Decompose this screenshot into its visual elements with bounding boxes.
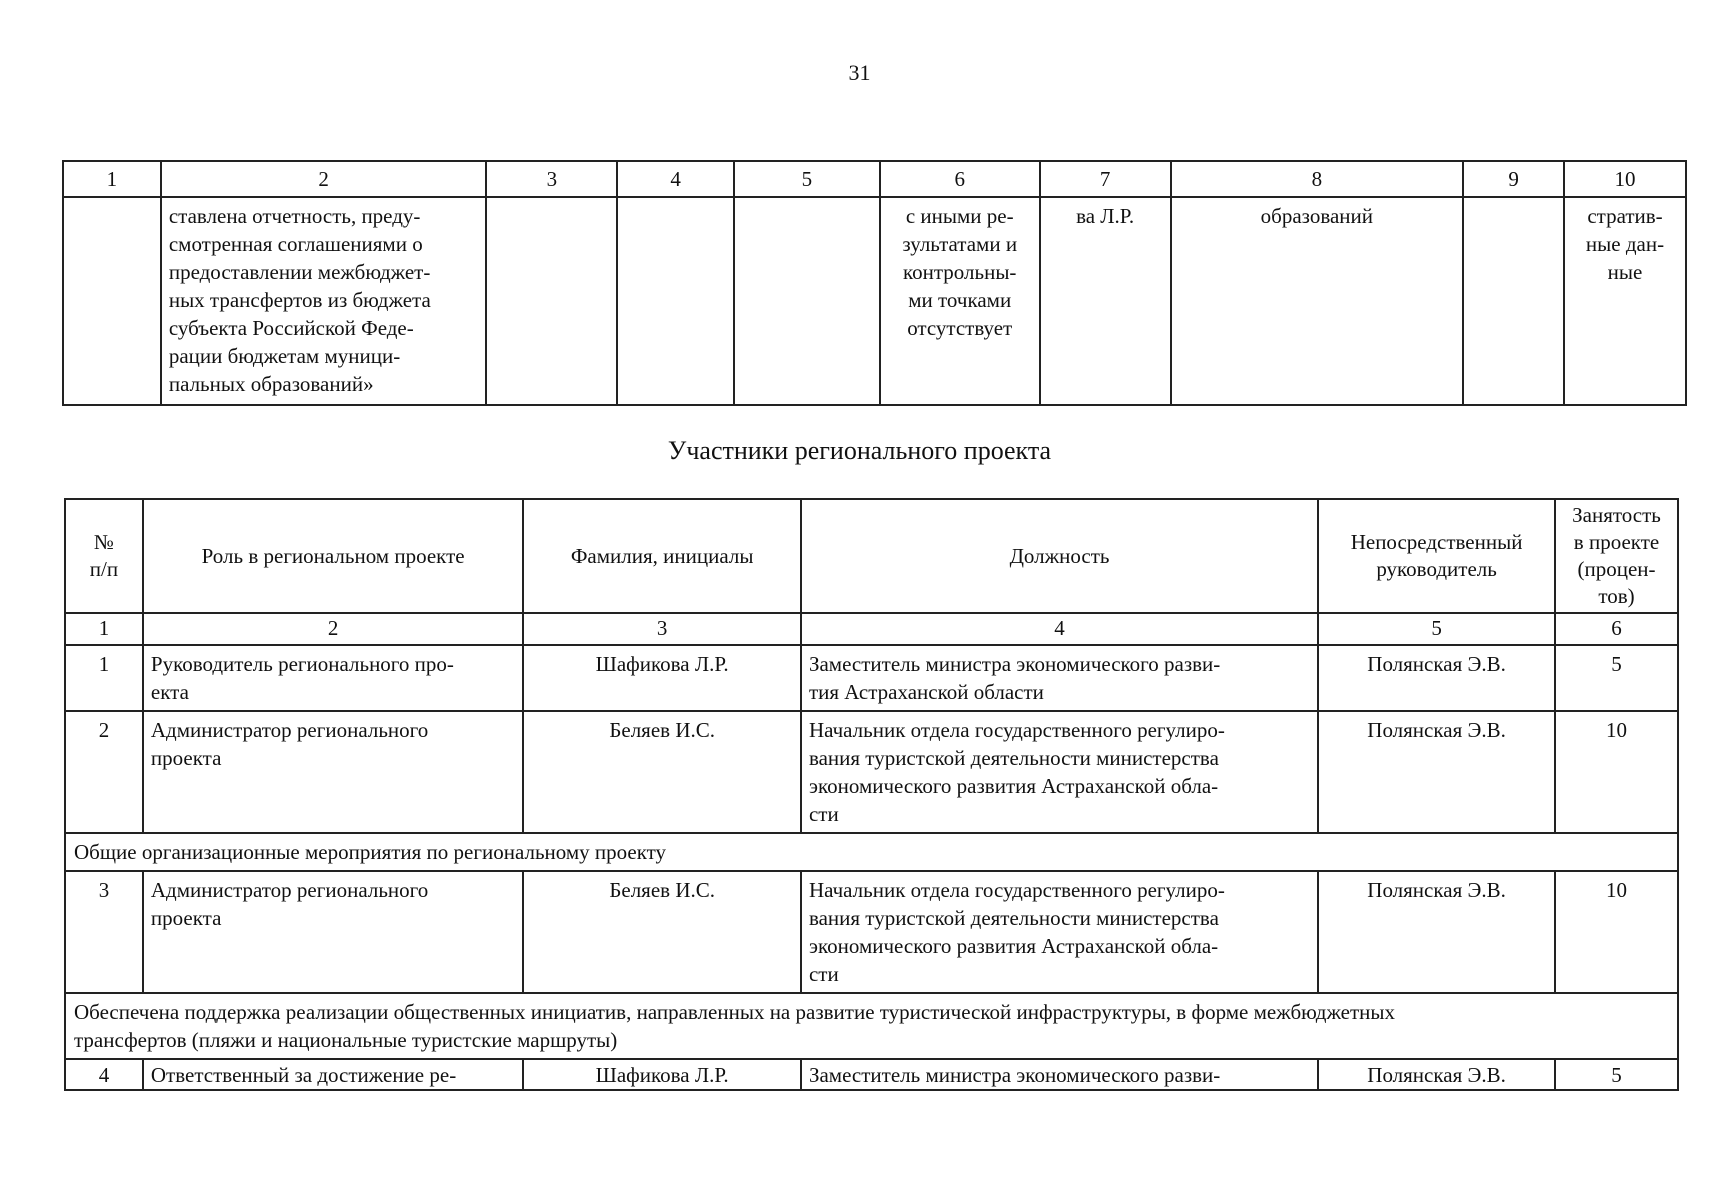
row-role: Ответственный за достижение ре- (143, 1059, 523, 1090)
column-number-row (63, 161, 1686, 197)
row-manager: Полянская Э.В. (1318, 871, 1555, 993)
row-name: Беляев И.С. (523, 871, 801, 993)
column-number: 10 (1564, 161, 1686, 197)
column-number: 6 (880, 161, 1040, 197)
header-name: Фамилия, инициалы (523, 499, 801, 613)
table-cell (486, 197, 617, 405)
table-cell: ва Л.Р. (1040, 197, 1171, 405)
row-manager: Полянская Э.В. (1318, 645, 1555, 711)
table-row (63, 197, 1686, 405)
row-name: Беляев И.С. (523, 711, 801, 833)
table-cell (617, 197, 734, 405)
column-number: 4 (801, 613, 1318, 645)
section-title: Участники регионального проекта (667, 436, 1052, 465)
table-cell (63, 197, 161, 405)
row-role: Руководитель регионального про- екта (143, 645, 523, 711)
row-position: Заместитель министра экономического разви- (801, 1059, 1318, 1090)
column-number: 1 (65, 613, 143, 645)
table-cell (1463, 197, 1564, 405)
header-load: Занятость в проекте (процен- тов) (1555, 499, 1678, 613)
page-number: 31 (848, 60, 871, 85)
header-role: Роль в региональном проекте (143, 499, 523, 613)
row-position: Начальник отдела государственного регулиро- вания туристской деятельности министерства экономического развития Астраханской обла- сти (801, 711, 1318, 833)
table-cell: образований (1171, 197, 1464, 405)
table-row (65, 871, 1678, 993)
column-number-row (65, 613, 1678, 645)
table-row (65, 1059, 1678, 1090)
group-row (65, 833, 1678, 871)
column-number: 5 (1318, 613, 1555, 645)
row-manager: Полянская Э.В. (1318, 1059, 1555, 1090)
row-role: Администратор регионального проекта (143, 871, 523, 993)
row-no: 1 (65, 645, 143, 711)
participants-table (64, 498, 1679, 1091)
row-load: 5 (1555, 645, 1678, 711)
table-cell: стратив- ные дан- ные (1564, 197, 1686, 405)
column-number: 1 (63, 161, 161, 197)
header-position: Должность (801, 499, 1318, 613)
header-no: № п/п (65, 499, 143, 613)
table-row (65, 711, 1678, 833)
continuation-table (62, 160, 1687, 406)
row-position: Начальник отдела государственного регулиро- вания туристской деятельности министерства экономического развития Астраханской обла- сти (801, 871, 1318, 993)
table-cell: ставлена отчетность, преду- смотренная соглашениями о предоставлении межбюджет- ных трансфертов из бюджета субъекта Российской Феде- рации бюджетам муници- пальных образований» (161, 197, 487, 405)
row-position: Заместитель министра экономического разви- тия Астраханской области (801, 645, 1318, 711)
row-no: 3 (65, 871, 143, 993)
row-no: 2 (65, 711, 143, 833)
table-cell: с иными ре- зультатами и контрольны- ми точками отсутствует (880, 197, 1040, 405)
table-header-row (65, 499, 1678, 613)
group-title: Общие организационные мероприятия по региональному проекту (65, 833, 1678, 871)
column-number: 4 (617, 161, 734, 197)
table-cell (734, 197, 880, 405)
group-title: Обеспечена поддержка реализации общественных инициатив, направленных на развитие туристической инфраструктуры, в форме межбюджетных трансфертов (пляжи и национальные туристские маршруты) (65, 993, 1678, 1059)
column-number: 7 (1040, 161, 1171, 197)
column-number: 6 (1555, 613, 1678, 645)
header-manager: Непосредственный руководитель (1318, 499, 1555, 613)
column-number: 2 (143, 613, 523, 645)
column-number: 9 (1463, 161, 1564, 197)
group-row (65, 993, 1678, 1059)
row-name: Шафикова Л.Р. (523, 1059, 801, 1090)
column-number: 8 (1171, 161, 1464, 197)
row-name: Шафикова Л.Р. (523, 645, 801, 711)
row-load: 10 (1555, 871, 1678, 993)
row-role: Администратор регионального проекта (143, 711, 523, 833)
row-load: 10 (1555, 711, 1678, 833)
row-manager: Полянская Э.В. (1318, 711, 1555, 833)
row-no: 4 (65, 1059, 143, 1090)
column-number: 3 (486, 161, 617, 197)
column-number: 2 (161, 161, 487, 197)
table-row (65, 645, 1678, 711)
row-load: 5 (1555, 1059, 1678, 1090)
column-number: 3 (523, 613, 801, 645)
column-number: 5 (734, 161, 880, 197)
